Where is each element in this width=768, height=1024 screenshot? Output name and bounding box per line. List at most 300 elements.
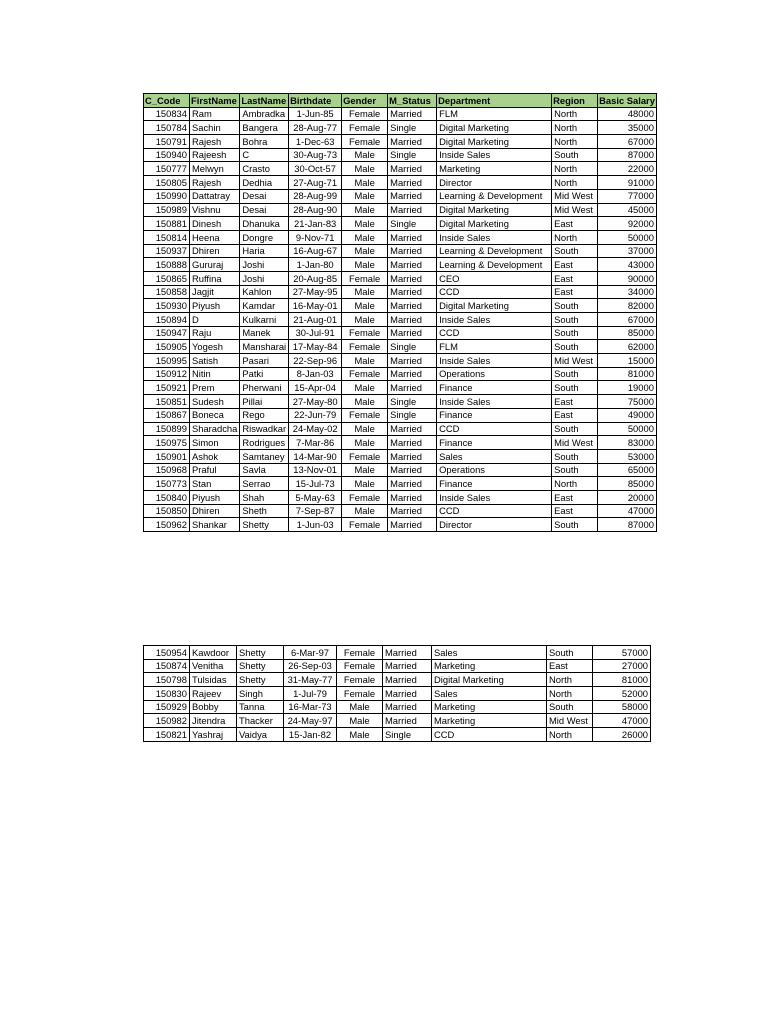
cell-last-name[interactable]: Joshi [240,258,289,272]
cell-department[interactable]: Learning & Development [437,189,552,203]
cell-department[interactable]: CEO [437,271,552,285]
cell-region[interactable]: South [552,326,598,340]
cell-m-status[interactable]: Married [388,176,437,190]
cell-c-code[interactable]: 150905 [144,340,190,354]
cell-region[interactable]: South [552,367,598,381]
cell-first-name[interactable]: Melwyn [190,162,240,176]
cell-c-code[interactable]: 150858 [144,285,190,299]
cell-basic-salary[interactable]: 87000 [598,148,657,162]
cell-m-status[interactable]: Married [388,490,437,504]
cell-region[interactable]: North [552,176,598,190]
cell-c-code[interactable]: 150834 [144,107,190,121]
cell-region[interactable]: South [552,449,598,463]
cell-region[interactable]: North [552,107,598,121]
cell-c-code[interactable]: 150888 [144,258,190,272]
cell-m-status[interactable]: Married [388,367,437,381]
cell-m-status[interactable]: Married [388,285,437,299]
cell-region[interactable]: East [552,271,598,285]
cell-first-name[interactable]: Ashok [190,449,240,463]
cell-birthdate[interactable]: 30-Jul-91 [289,326,342,340]
cell-region[interactable]: North [547,673,593,687]
cell-m-status[interactable]: Married [388,299,437,313]
cell-region[interactable]: East [552,285,598,299]
cell-first-name[interactable]: Rajesh [190,135,240,149]
cell-region[interactable]: South [552,148,598,162]
cell-gender[interactable]: Female [342,326,388,340]
cell-c-code[interactable]: 150995 [144,354,190,368]
cell-m-status[interactable]: Married [388,189,437,203]
cell-first-name[interactable]: Dhiren [190,504,240,518]
cell-birthdate[interactable]: 15-Apr-04 [289,381,342,395]
cell-gender[interactable]: Female [342,135,388,149]
cell-gender[interactable]: Female [337,687,383,701]
cell-birthdate[interactable]: 30-Aug-73 [289,148,342,162]
cell-c-code[interactable]: 150851 [144,395,190,409]
cell-last-name[interactable]: Singh [237,687,284,701]
cell-last-name[interactable]: Rego [240,408,289,422]
cell-c-code[interactable]: 150954 [144,646,190,660]
cell-gender[interactable]: Male [342,477,388,491]
cell-birthdate[interactable]: 9-Nov-71 [289,230,342,244]
cell-m-status[interactable]: Married [388,230,437,244]
cell-last-name[interactable]: Savla [240,463,289,477]
cell-birthdate[interactable]: 16-Aug-67 [289,244,342,258]
cell-birthdate[interactable]: 20-Aug-85 [289,271,342,285]
cell-c-code[interactable]: 150894 [144,313,190,327]
cell-last-name[interactable]: C [240,148,289,162]
cell-department[interactable]: Finance [437,381,552,395]
cell-c-code[interactable]: 150777 [144,162,190,176]
cell-department[interactable]: CCD [437,326,552,340]
cell-c-code[interactable]: 150821 [144,728,190,742]
cell-birthdate[interactable]: 28-Aug-99 [289,189,342,203]
cell-region[interactable]: Mid West [552,189,598,203]
cell-last-name[interactable]: Vaidya [237,728,284,742]
cell-last-name[interactable]: Tanna [237,700,284,714]
cell-basic-salary[interactable]: 35000 [598,121,657,135]
cell-basic-salary[interactable]: 50000 [598,422,657,436]
cell-c-code[interactable]: 150840 [144,490,190,504]
cell-birthdate[interactable]: 1-Dec-63 [289,135,342,149]
cell-first-name[interactable]: Kawdoor [190,646,237,660]
cell-region[interactable]: South [552,518,598,532]
cell-region[interactable]: East [552,395,598,409]
cell-basic-salary[interactable]: 53000 [598,449,657,463]
cell-c-code[interactable]: 150940 [144,148,190,162]
cell-department[interactable]: Marketing [437,162,552,176]
cell-department[interactable]: Finance [437,408,552,422]
cell-birthdate[interactable]: 7-Sep-87 [289,504,342,518]
cell-c-code[interactable]: 150814 [144,230,190,244]
cell-basic-salary[interactable]: 81000 [598,367,657,381]
cell-basic-salary[interactable]: 26000 [593,728,651,742]
cell-gender[interactable]: Male [342,203,388,217]
cell-basic-salary[interactable]: 85000 [598,326,657,340]
cell-first-name[interactable]: Sachin [190,121,240,135]
cell-c-code[interactable]: 150947 [144,326,190,340]
cell-last-name[interactable]: Desai [240,189,289,203]
cell-first-name[interactable]: Raju [190,326,240,340]
cell-last-name[interactable]: Shetty [240,518,289,532]
cell-basic-salary[interactable]: 58000 [593,700,651,714]
cell-department[interactable]: Marketing [432,700,547,714]
cell-department[interactable]: FLM [437,340,552,354]
cell-basic-salary[interactable]: 77000 [598,189,657,203]
cell-birthdate[interactable]: 16-May-01 [289,299,342,313]
cell-c-code[interactable]: 150982 [144,714,190,728]
cell-region[interactable]: Mid West [552,354,598,368]
cell-department[interactable]: Sales [437,449,552,463]
cell-basic-salary[interactable]: 81000 [593,673,651,687]
cell-m-status[interactable]: Married [383,687,432,701]
cell-c-code[interactable]: 150989 [144,203,190,217]
cell-last-name[interactable]: Dongre [240,230,289,244]
cell-region[interactable]: East [552,217,598,231]
cell-gender[interactable]: Male [342,436,388,450]
cell-gender[interactable]: Male [342,162,388,176]
header-basic-salary[interactable]: Basic Salary [599,94,655,106]
cell-birthdate[interactable]: 1-Jun-85 [289,107,342,121]
cell-last-name[interactable]: Dhanuka [240,217,289,231]
cell-first-name[interactable]: D [190,313,240,327]
cell-first-name[interactable]: Ruffina [190,271,240,285]
cell-first-name[interactable]: Dattatray [190,189,240,203]
cell-last-name[interactable]: Haria [240,244,289,258]
cell-department[interactable]: Inside Sales [437,230,552,244]
cell-birthdate[interactable]: 1-Jun-03 [289,518,342,532]
cell-department[interactable]: Finance [437,436,552,450]
cell-c-code[interactable]: 150921 [144,381,190,395]
cell-department[interactable]: Sales [432,687,547,701]
cell-basic-salary[interactable]: 34000 [598,285,657,299]
cell-c-code[interactable]: 150791 [144,135,190,149]
cell-m-status[interactable]: Married [383,646,432,660]
cell-last-name[interactable]: Dedhia [240,176,289,190]
cell-last-name[interactable]: Mansharai [240,340,289,354]
cell-basic-salary[interactable]: 48000 [598,107,657,121]
cell-gender[interactable]: Male [342,148,388,162]
cell-basic-salary[interactable]: 37000 [598,244,657,258]
cell-department[interactable]: Digital Marketing [437,217,552,231]
cell-m-status[interactable]: Married [383,700,432,714]
cell-m-status[interactable]: Single [388,395,437,409]
cell-department[interactable]: Marketing [432,714,547,728]
cell-basic-salary[interactable]: 27000 [593,659,651,673]
cell-department[interactable]: Sales [432,646,547,660]
cell-last-name[interactable]: Desai [240,203,289,217]
cell-m-status[interactable]: Married [388,107,437,121]
cell-gender[interactable]: Female [342,490,388,504]
cell-first-name[interactable]: Vishnu [190,203,240,217]
cell-m-status[interactable]: Married [388,477,437,491]
cell-department[interactable]: Inside Sales [437,490,552,504]
cell-first-name[interactable]: Rajesh [190,176,240,190]
cell-birthdate[interactable]: 16-Mar-73 [284,700,337,714]
cell-m-status[interactable]: Married [388,244,437,258]
cell-m-status[interactable]: Married [388,313,437,327]
cell-basic-salary[interactable]: 57000 [593,646,651,660]
cell-basic-salary[interactable]: 15000 [598,354,657,368]
cell-m-status[interactable]: Married [388,449,437,463]
cell-birthdate[interactable]: 30-Oct-57 [289,162,342,176]
cell-region[interactable]: South [552,313,598,327]
cell-first-name[interactable]: Yogesh [190,340,240,354]
cell-m-status[interactable]: Single [388,217,437,231]
cell-birthdate[interactable]: 1-Jul-79 [284,687,337,701]
cell-department[interactable]: Digital Marketing [437,203,552,217]
cell-first-name[interactable]: Nitin [190,367,240,381]
cell-birthdate[interactable]: 31-May-77 [284,673,337,687]
cell-region[interactable]: East [552,504,598,518]
cell-c-code[interactable]: 150773 [144,477,190,491]
cell-c-code[interactable]: 150962 [144,518,190,532]
cell-basic-salary[interactable]: 85000 [598,477,657,491]
cell-birthdate[interactable]: 24-May-97 [284,714,337,728]
cell-department[interactable]: Digital Marketing [437,299,552,313]
cell-m-status[interactable]: Married [388,436,437,450]
cell-m-status[interactable]: Married [388,162,437,176]
cell-c-code[interactable]: 150929 [144,700,190,714]
cell-c-code[interactable]: 150930 [144,299,190,313]
cell-c-code[interactable]: 150881 [144,217,190,231]
cell-first-name[interactable]: Stan [190,477,240,491]
cell-gender[interactable]: Female [342,340,388,354]
cell-first-name[interactable]: Rajeev [190,687,237,701]
cell-m-status[interactable]: Married [388,271,437,285]
header-gender[interactable]: Gender [342,94,388,108]
cell-last-name[interactable]: Riswadkar [240,422,289,436]
cell-region[interactable]: South [552,299,598,313]
cell-first-name[interactable]: Prem [190,381,240,395]
cell-m-status[interactable]: Married [388,504,437,518]
cell-c-code[interactable]: 150874 [144,659,190,673]
cell-last-name[interactable]: Kamdar [240,299,289,313]
cell-m-status[interactable]: Single [388,408,437,422]
cell-basic-salary[interactable]: 67000 [598,313,657,327]
cell-department[interactable]: FLM [437,107,552,121]
cell-department[interactable]: Finance [437,477,552,491]
cell-last-name[interactable]: Shetty [237,646,284,660]
cell-first-name[interactable]: Heena [190,230,240,244]
cell-last-name[interactable]: Bangera [240,121,289,135]
cell-basic-salary[interactable]: 75000 [598,395,657,409]
cell-m-status[interactable]: Married [388,203,437,217]
cell-gender[interactable]: Male [342,313,388,327]
cell-last-name[interactable]: Pillai [240,395,289,409]
cell-gender[interactable]: Female [342,107,388,121]
cell-first-name[interactable]: Simon [190,436,240,450]
cell-gender[interactable]: Male [342,463,388,477]
cell-c-code[interactable]: 150968 [144,463,190,477]
cell-region[interactable]: North [552,121,598,135]
cell-region[interactable]: South [552,422,598,436]
cell-region[interactable]: South [552,381,598,395]
cell-c-code[interactable]: 150901 [144,449,190,463]
cell-region[interactable]: North [552,477,598,491]
cell-basic-salary[interactable]: 90000 [598,271,657,285]
header-c-code[interactable]: C_Code [144,94,190,108]
cell-m-status[interactable]: Married [383,714,432,728]
cell-last-name[interactable]: Kahlon [240,285,289,299]
cell-department[interactable]: Operations [437,367,552,381]
cell-department[interactable]: Inside Sales [437,313,552,327]
cell-gender[interactable]: Female [337,659,383,673]
cell-first-name[interactable]: Boneca [190,408,240,422]
cell-birthdate[interactable]: 27-May-95 [289,285,342,299]
cell-department[interactable]: Operations [437,463,552,477]
cell-m-status[interactable]: Married [388,135,437,149]
cell-m-status[interactable]: Single [388,121,437,135]
cell-birthdate[interactable]: 14-Mar-90 [289,449,342,463]
cell-m-status[interactable]: Married [383,659,432,673]
cell-basic-salary[interactable]: 82000 [598,299,657,313]
cell-birthdate[interactable]: 15-Jul-73 [289,477,342,491]
cell-m-status[interactable]: Married [388,326,437,340]
cell-basic-salary[interactable]: 92000 [598,217,657,231]
cell-last-name[interactable]: Shetty [237,673,284,687]
cell-c-code[interactable]: 150865 [144,271,190,285]
cell-birthdate[interactable]: 27-May-80 [289,395,342,409]
cell-first-name[interactable]: Dhiren [190,244,240,258]
cell-first-name[interactable]: Gururaj [190,258,240,272]
cell-gender[interactable]: Male [342,422,388,436]
cell-birthdate[interactable]: 17-May-84 [289,340,342,354]
cell-c-code[interactable]: 150798 [144,673,190,687]
cell-gender[interactable]: Female [342,367,388,381]
cell-basic-salary[interactable]: 62000 [598,340,657,354]
cell-last-name[interactable]: Shetty [237,659,284,673]
cell-region[interactable]: North [552,230,598,244]
cell-gender[interactable]: Male [342,189,388,203]
cell-first-name[interactable]: Dinesh [190,217,240,231]
cell-last-name[interactable]: Joshi [240,271,289,285]
cell-department[interactable]: Learning & Development [437,244,552,258]
cell-department[interactable]: Inside Sales [437,354,552,368]
cell-first-name[interactable]: Sudesh [190,395,240,409]
cell-department[interactable]: Director [437,518,552,532]
cell-last-name[interactable]: Shah [240,490,289,504]
cell-birthdate[interactable]: 13-Nov-01 [289,463,342,477]
cell-birthdate[interactable]: 7-Mar-86 [289,436,342,450]
cell-department[interactable]: Inside Sales [437,395,552,409]
cell-gender[interactable]: Male [342,395,388,409]
cell-basic-salary[interactable]: 52000 [593,687,651,701]
cell-region[interactable]: North [547,687,593,701]
cell-last-name[interactable]: Ambradka [240,107,289,121]
cell-last-name[interactable]: Sheth [240,504,289,518]
cell-birthdate[interactable]: 24-May-02 [289,422,342,436]
cell-basic-salary[interactable]: 87000 [598,518,657,532]
cell-department[interactable]: Learning & Development [437,258,552,272]
cell-first-name[interactable]: Shankar [190,518,240,532]
cell-region[interactable]: South [552,463,598,477]
cell-first-name[interactable]: Venitha [190,659,237,673]
cell-basic-salary[interactable]: 47000 [593,714,651,728]
cell-gender[interactable]: Male [337,700,383,714]
cell-birthdate[interactable]: 22-Sep-96 [289,354,342,368]
cell-birthdate[interactable]: 21-Jan-83 [289,217,342,231]
cell-region[interactable]: North [552,162,598,176]
cell-c-code[interactable]: 150899 [144,422,190,436]
cell-c-code[interactable]: 150867 [144,408,190,422]
cell-region[interactable]: Mid West [552,203,598,217]
cell-last-name[interactable]: Manek [240,326,289,340]
cell-gender[interactable]: Male [342,381,388,395]
cell-region[interactable]: North [547,728,593,742]
cell-gender[interactable]: Female [337,673,383,687]
cell-c-code[interactable]: 150830 [144,687,190,701]
cell-first-name[interactable]: Yashraj [190,728,237,742]
cell-region[interactable]: East [547,659,593,673]
cell-first-name[interactable]: Jagjit [190,285,240,299]
cell-basic-salary[interactable]: 49000 [598,408,657,422]
cell-c-code[interactable]: 150990 [144,189,190,203]
cell-basic-salary[interactable]: 50000 [598,230,657,244]
cell-basic-salary[interactable]: 47000 [598,504,657,518]
cell-basic-salary[interactable]: 45000 [598,203,657,217]
cell-basic-salary[interactable]: 91000 [598,176,657,190]
cell-region[interactable]: South [552,340,598,354]
header-birthdate[interactable]: Birthdate [289,94,342,108]
cell-department[interactable]: CCD [437,422,552,436]
cell-basic-salary[interactable]: 67000 [598,135,657,149]
cell-department[interactable]: Marketing [432,659,547,673]
cell-last-name[interactable]: Bohra [240,135,289,149]
cell-gender[interactable]: Male [342,244,388,258]
cell-last-name[interactable]: Pherwani [240,381,289,395]
header-m-status[interactable]: M_Status [388,94,437,108]
header-region[interactable]: Region [552,94,598,108]
cell-department[interactable]: CCD [432,728,547,742]
cell-basic-salary[interactable]: 65000 [598,463,657,477]
cell-region[interactable]: South [547,700,593,714]
cell-birthdate[interactable]: 28-Aug-77 [289,121,342,135]
cell-birthdate[interactable]: 5-May-63 [289,490,342,504]
cell-first-name[interactable]: Piyush [190,299,240,313]
cell-gender[interactable]: Male [342,230,388,244]
cell-m-status[interactable]: Single [383,728,432,742]
cell-c-code[interactable]: 150975 [144,436,190,450]
cell-basic-salary[interactable]: 19000 [598,381,657,395]
cell-c-code[interactable]: 150850 [144,504,190,518]
cell-m-status[interactable]: Married [388,381,437,395]
cell-birthdate[interactable]: 22-Jun-79 [289,408,342,422]
cell-m-status[interactable]: Married [388,354,437,368]
cell-first-name[interactable]: Jitendra [190,714,237,728]
cell-region[interactable]: South [552,244,598,258]
cell-department[interactable]: Digital Marketing [437,135,552,149]
cell-first-name[interactable]: Sharadcha [190,422,240,436]
cell-gender[interactable]: Male [342,504,388,518]
cell-m-status[interactable]: Single [388,148,437,162]
cell-region[interactable]: East [552,258,598,272]
cell-gender[interactable]: Male [337,714,383,728]
cell-last-name[interactable]: Serrao [240,477,289,491]
cell-first-name[interactable]: Ram [190,107,240,121]
cell-department[interactable]: CCD [437,504,552,518]
cell-department[interactable]: Inside Sales [437,148,552,162]
cell-first-name[interactable]: Praful [190,463,240,477]
cell-m-status[interactable]: Married [388,258,437,272]
cell-gender[interactable]: Female [342,518,388,532]
cell-basic-salary[interactable]: 43000 [598,258,657,272]
cell-gender[interactable]: Female [342,121,388,135]
cell-region[interactable]: Mid West [552,436,598,450]
cell-m-status[interactable]: Married [383,673,432,687]
cell-department[interactable]: Digital Marketing [437,121,552,135]
cell-last-name[interactable]: Patki [240,367,289,381]
cell-last-name[interactable]: Crasto [240,162,289,176]
